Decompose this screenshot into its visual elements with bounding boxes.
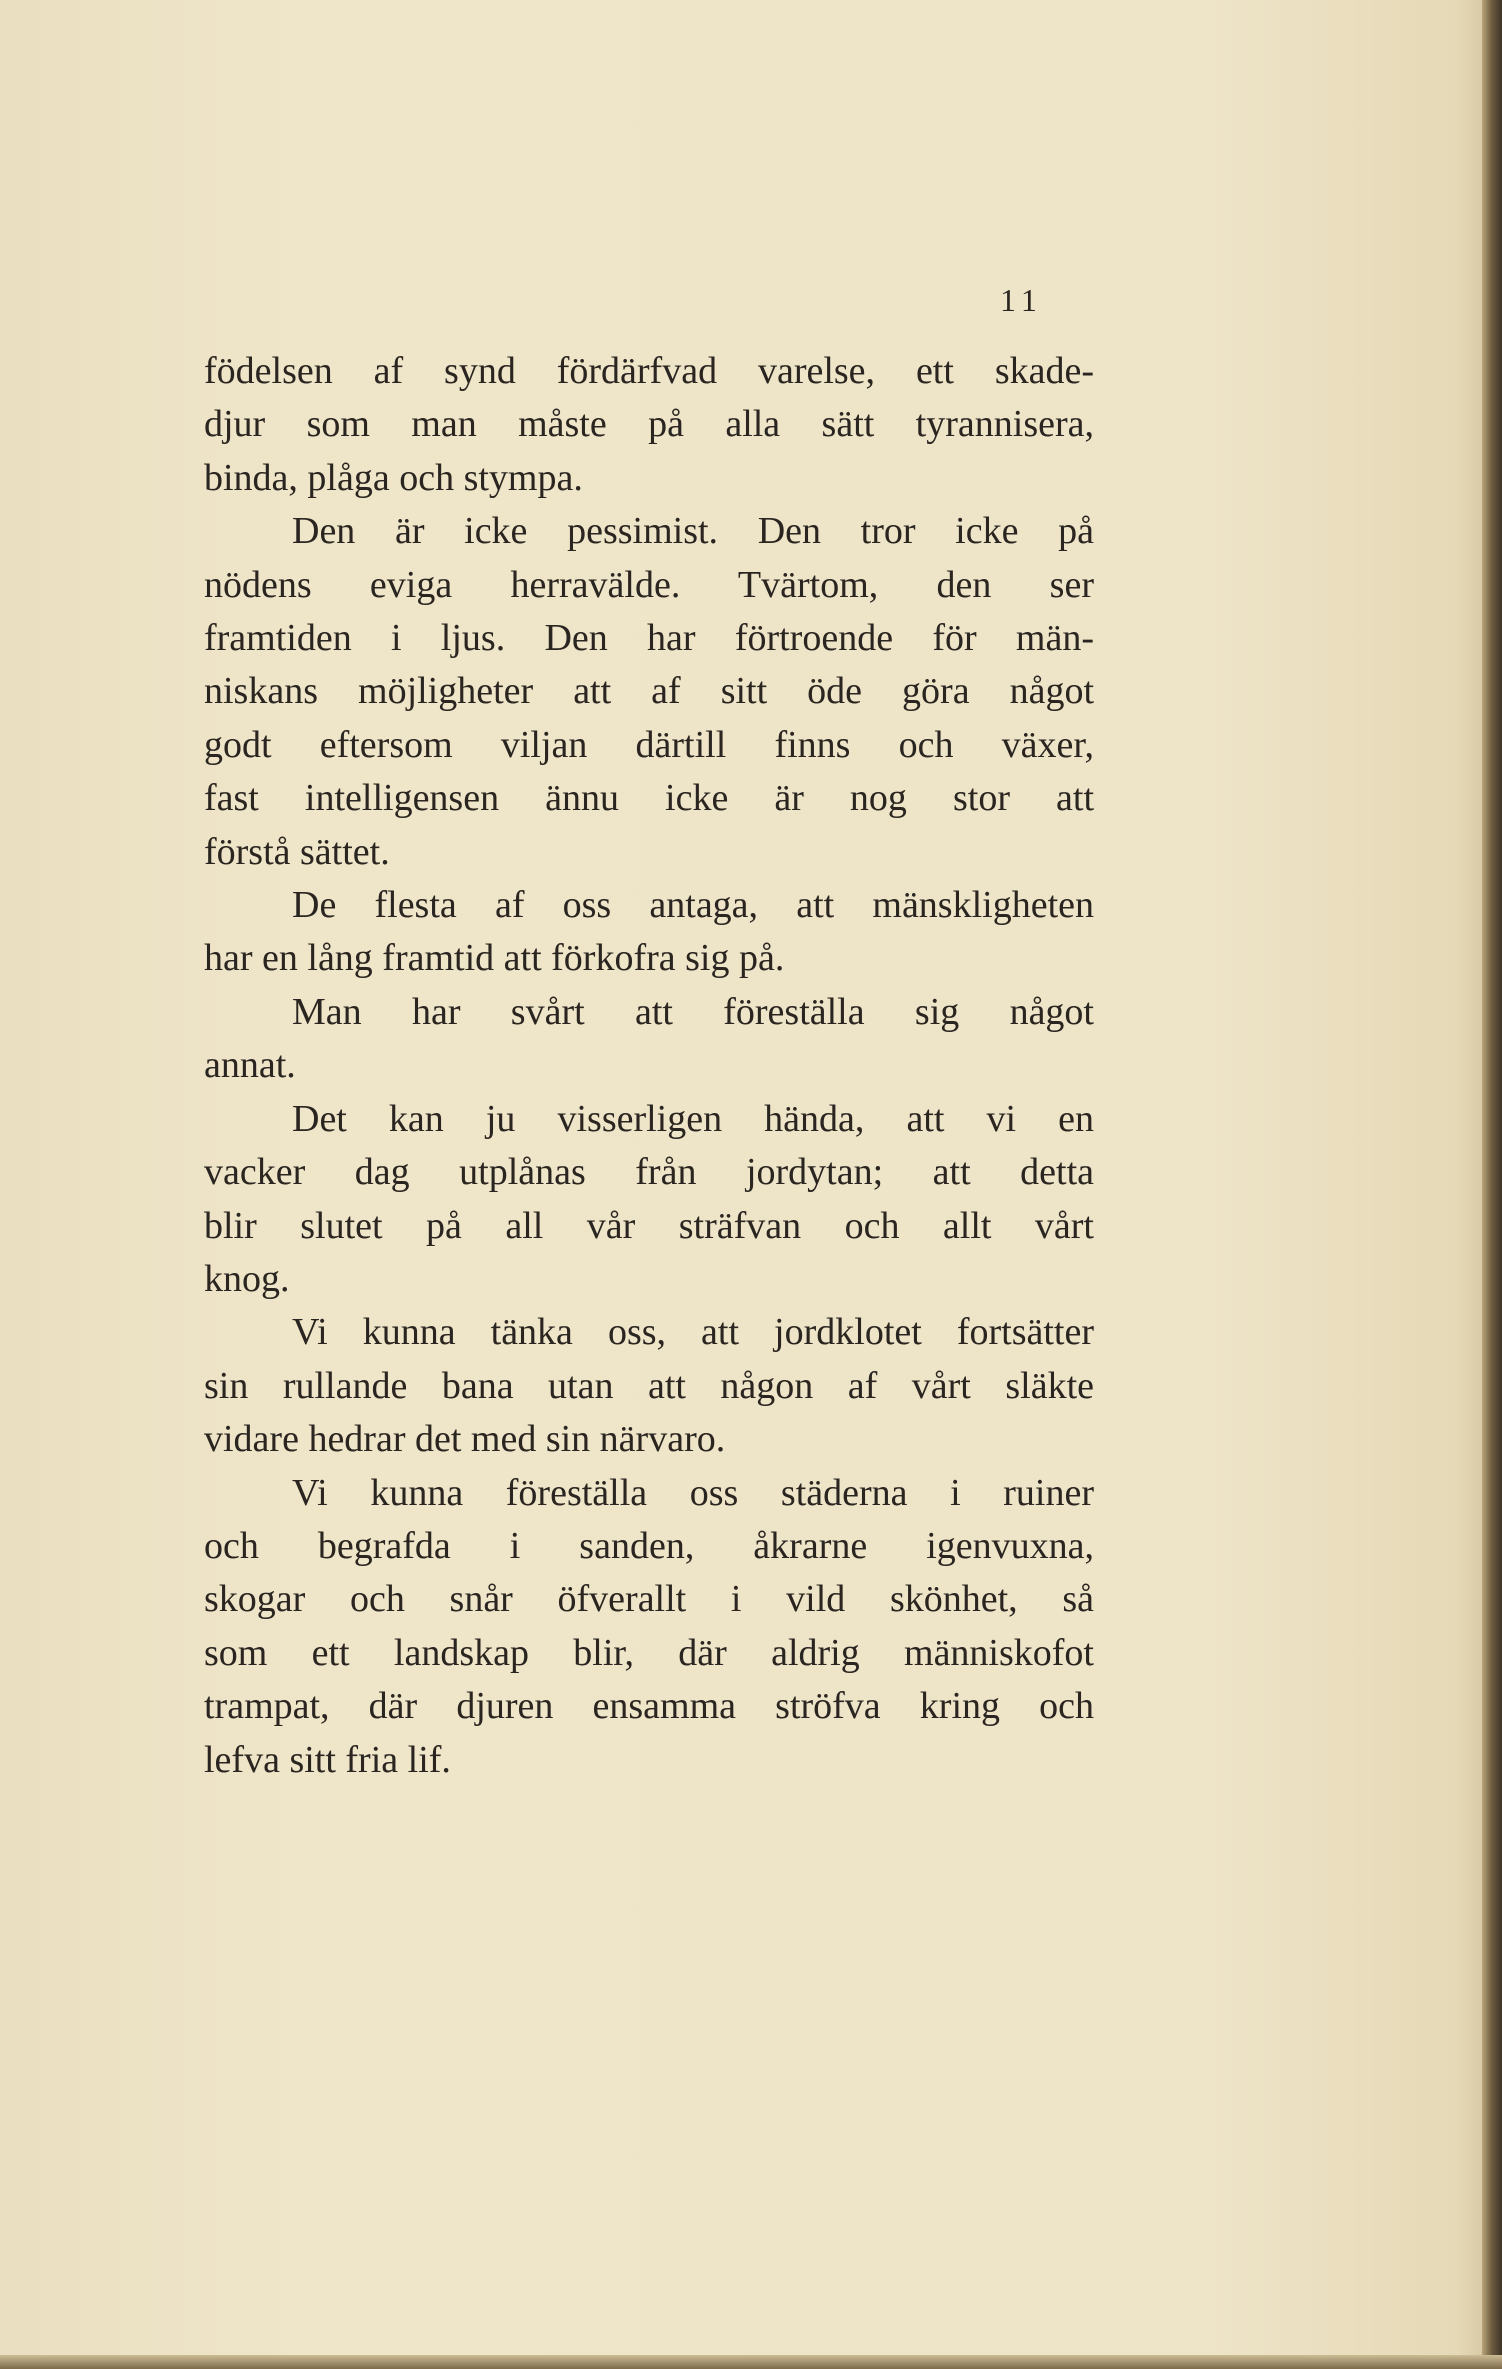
text-line: Vi kunna tänka oss, att jordklotet fortsätter (292, 1311, 1094, 1354)
text-line: och begrafda i sanden, åkrarne igenvuxna, (204, 1524, 1094, 1567)
text-line: nödens eviga herravälde. Tvärtom, den ser (204, 563, 1094, 606)
text-line: fast intelligensen ännu icke är nog stor att (204, 777, 1094, 820)
text-line: lefva sitt fria lif. (204, 1738, 451, 1781)
text-line: födelsen af synd fördärfvad varelse, ett skade- (204, 350, 1094, 392)
text-line: Man har svårt att föreställa sig något (292, 990, 1094, 1033)
text-line: Vi kunna föreställa oss städerna i ruiner (292, 1471, 1094, 1514)
text-line: som ett landskap blir, där aldrig människofot (204, 1631, 1094, 1674)
text-line: framtiden i ljus. Den har förtroende för män- (204, 617, 1094, 660)
text-line: trampat, där djuren ensamma ströfva kring och (204, 1685, 1094, 1728)
body-text (204, 345, 1094, 1787)
text-line: har en lång framtid att förkofra sig på. (204, 937, 785, 980)
text-line: vacker dag utplånas från jordytan; att detta (204, 1151, 1094, 1194)
text-line: De flesta af oss antaga, att mänskligheten (292, 884, 1094, 927)
text-line: annat. (204, 1044, 296, 1087)
text-line: Det kan ju visserligen hända, att vi en (292, 1097, 1094, 1140)
text-line: binda, plåga och stympa. (204, 456, 583, 499)
text-line: blir slutet på all vår sträfvan och allt vårt (204, 1204, 1094, 1247)
text-line: knog. (204, 1257, 290, 1300)
text-line: niskans möjligheter att af sitt öde göra något (204, 670, 1094, 713)
text-line: Den är icke pessimist. Den tror icke på (292, 510, 1094, 553)
text-line: godt eftersom viljan därtill finns och växer, (204, 723, 1094, 766)
page-number: 11 (1000, 282, 1043, 318)
text-line: skogar och snår öfverallt i vild skönhet, så (204, 1578, 1094, 1621)
text-line: vidare hedrar det med sin närvaro. (204, 1418, 726, 1461)
page-edge-shadow (1482, 0, 1502, 2369)
text-line: sin rullande bana utan att någon af vårt släkte (204, 1364, 1094, 1407)
page-bottom-edge (0, 2355, 1502, 2369)
text-line: förstå sättet. (204, 830, 390, 873)
text-line: djur som man måste på alla sätt tyrannisera, (204, 403, 1094, 446)
